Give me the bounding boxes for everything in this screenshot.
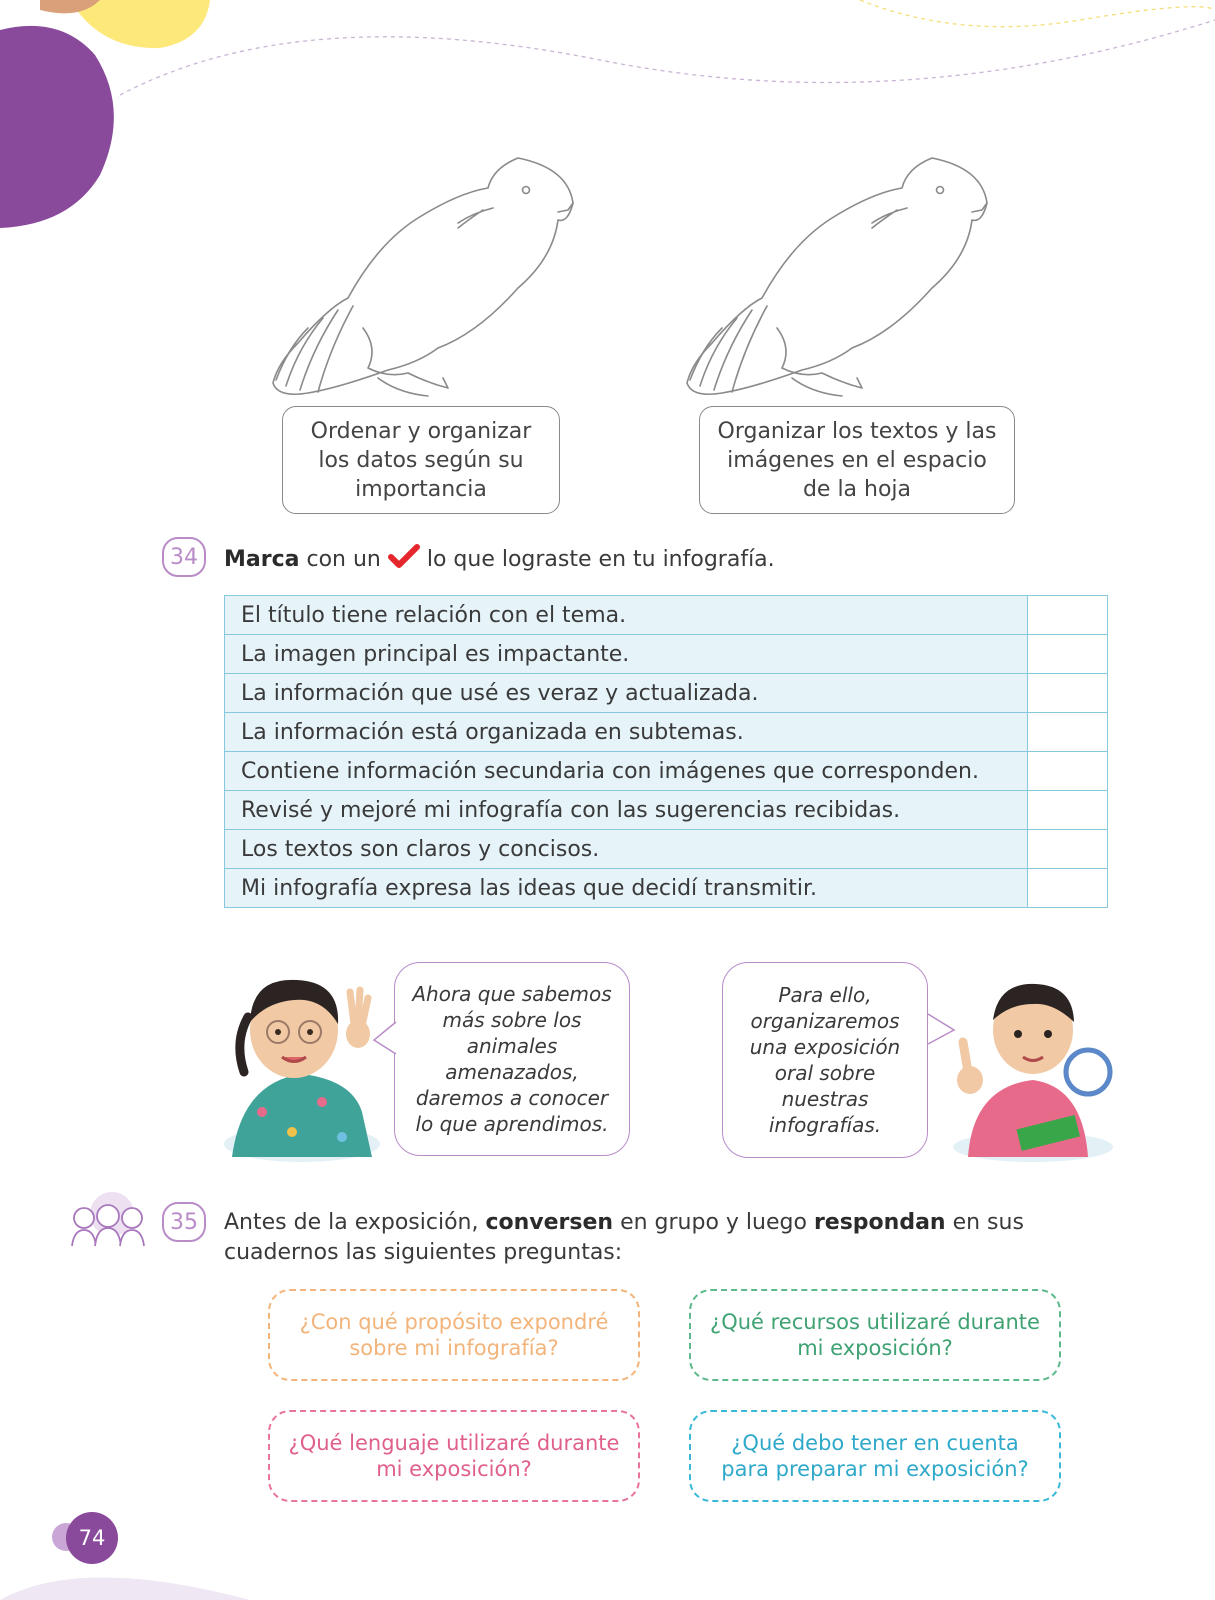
activity-34-instruction xyxy=(224,544,775,575)
checklist-checkbox[interactable] xyxy=(1028,791,1108,830)
checklist-checkbox[interactable] xyxy=(1028,830,1108,869)
checklist-checkbox[interactable] xyxy=(1028,635,1108,674)
activity-number-34: 34 xyxy=(162,537,206,577)
instruction-verb: Marca xyxy=(224,547,300,572)
instruction-text-a: Antes de la exposición, xyxy=(224,1210,486,1235)
checklist-row xyxy=(225,596,1108,635)
checkmark-icon xyxy=(388,544,420,570)
checklist-item-text: La imagen principal es impactante. xyxy=(225,635,1028,674)
question-box-language: ¿Qué lenguaje utilizaré durante mi exposición? xyxy=(268,1410,640,1502)
speech-bubble-tail xyxy=(372,1020,398,1056)
footer-decoration xyxy=(0,1560,260,1600)
checklist-checkbox[interactable] xyxy=(1028,596,1108,635)
checklist-row xyxy=(225,791,1108,830)
speech-bubble-boy: Para ello, organizaremos una exposición oral sobre nuestras infografías. xyxy=(722,962,928,1158)
bird-label-right: Organizar los textos y las imágenes en el espacio de la hoja xyxy=(699,406,1015,514)
purple-blob xyxy=(0,0,120,230)
speech-bubble-girl: Ahora que sabemos más sobre los animales amenazados, daremos a conocer lo que aprendimos. xyxy=(394,962,630,1156)
group-work-icon xyxy=(66,1190,150,1250)
question-box-preparation: ¿Qué debo tener en cuenta para preparar mi exposición? xyxy=(689,1410,1061,1502)
checklist-item-text: La información está organizada en subtemas. xyxy=(225,713,1028,752)
question-box-purpose: ¿Con qué propósito expondré sobre mi infografía? xyxy=(268,1289,640,1381)
instruction-text-a: con un xyxy=(299,547,388,572)
checklist-checkbox[interactable] xyxy=(1028,869,1108,908)
checklist-row xyxy=(225,869,1108,908)
checklist-checkbox[interactable] xyxy=(1028,713,1108,752)
instruction-text-b: lo que lograste en tu infografía. xyxy=(419,547,775,572)
achievement-checklist xyxy=(224,595,1108,908)
checklist-item-text: Revisé y mejoré mi infografía con las sugerencias recibidas. xyxy=(225,791,1028,830)
decorative-header xyxy=(0,0,1215,120)
instruction-text-c: en sus cuadernos las siguientes preguntas: xyxy=(224,1210,1024,1265)
instruction-verb-2: respondan xyxy=(813,1210,946,1235)
checklist-checkbox[interactable] xyxy=(1028,674,1108,713)
checklist-checkbox[interactable] xyxy=(1028,752,1108,791)
checklist-item-text: Mi infografía expresa las ideas que decidí transmitir. xyxy=(225,869,1028,908)
checklist-item-text: El título tiene relación con el tema. xyxy=(225,596,1028,635)
checklist-row xyxy=(225,674,1108,713)
checklist-row xyxy=(225,752,1108,791)
activity-number-35: 35 xyxy=(162,1202,206,1242)
question-box-resources: ¿Qué recursos utilizaré durante mi exposición? xyxy=(689,1289,1061,1381)
checklist-item-text: Contiene información secundaria con imágenes que corresponden. xyxy=(225,752,1028,791)
checklist-item-text: Los textos son claros y concisos. xyxy=(225,830,1028,869)
instruction-text-b: en grupo y luego xyxy=(613,1210,814,1235)
checklist-row xyxy=(225,830,1108,869)
bird-label-left: Ordenar y organizar los datos según su importancia xyxy=(282,406,560,514)
bird-outline-left xyxy=(268,148,588,408)
girl-illustration xyxy=(222,962,382,1162)
checklist-row xyxy=(225,713,1108,752)
checklist-row xyxy=(225,635,1108,674)
activity-35-instruction xyxy=(224,1208,1084,1268)
page-number: 74 xyxy=(66,1512,118,1564)
boy-illustration xyxy=(938,972,1114,1162)
instruction-verb-1: conversen xyxy=(485,1210,614,1235)
bird-outline-right xyxy=(682,148,1002,408)
checklist-item-text: La información que usé es veraz y actualizada. xyxy=(225,674,1028,713)
